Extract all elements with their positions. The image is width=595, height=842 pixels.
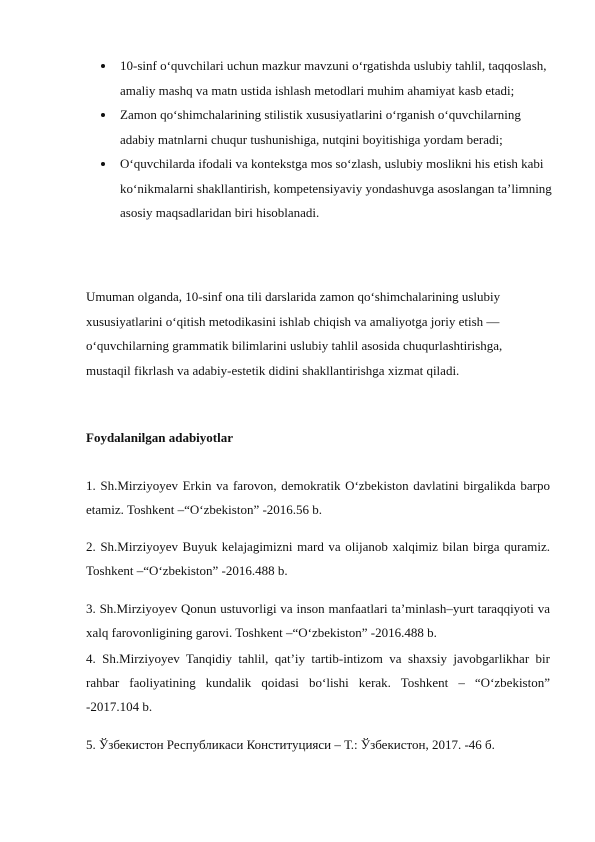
conclusion-bullet-list: [98, 54, 554, 226]
reference-item: 4. Sh.Mirziyoyev Tanqidiy tahlil, qat’iy tartib-intizom va shaxsiy javobgarlikhar bir rahbar faoliyatining kundalik qoidasi bo‘lishi kerak. Toshkent – “O‘zbekiston” -2017.104 b.: [86, 651, 550, 714]
bullet-text: O‘quvchilarda ifodali va kontekstga mos so‘zlash, uslubiy moslikni his etish kabi ko‘nikmalarni shakllantirish, kompetensiyaviy yondashuvga asoslangan ta’limning asosiy maqsadlaridan biri hisoblanadi.: [120, 156, 552, 220]
references-heading: Foydalanilgan adabiyotlar: [86, 430, 233, 445]
bullet-text: 10-sinf o‘quvchilari uchun mazkur mavzuni o‘rgatishda uslubiy tahlil, taqqoslash, amaliy mashq va matn ustida ishlash metodlari muhim ahamiyat kasb etadi;: [120, 58, 547, 98]
summary-paragraph: Umuman olganda, 10-sinf ona tili darslarida zamon qo‘shimchalarining uslubiy xususiyatlarini o‘qitish metodikasini ishlab chiqish va amaliyotga joriy etish — o‘quvchilarning grammatik bilimlarini uslubiy tahlil asosida chuqurlashtirishga, mustaqil fikrlash va adabiy-estetik didini shakllantirishga xizmat qiladi.: [86, 289, 503, 378]
bullet-dot-icon: [101, 162, 105, 166]
bullet-dot-icon: [101, 113, 105, 117]
bullet-text: Zamon qo‘shimchalarining stilistik xususiyatlarini o‘rganish o‘quvchilarning adabiy matnlarni chuqur tushunishiga, nutqini boyitishiga yordam beradi;: [120, 107, 521, 147]
reference-item: 3. Sh.Mirziyoyev Qonun ustuvorligi va inson manfaatlari ta’minlash–yurt taraqqiyoti va xalq farovonligining garovi. Toshkent –“O‘zbekiston” -2016.488 b.: [86, 601, 550, 640]
reference-item: 2. Sh.Mirziyoyev Buyuk kelajagimizni mard va olijanob xalqimiz bilan birga quramiz. Toshkent –“O‘zbekiston” -2016.488 b.: [86, 539, 550, 578]
bullet-item: [98, 152, 554, 226]
reference-item: 5. Ўзбекистон Республикаси Конституцияси – Т.: Ўзбекистон, 2017. -46 б.: [86, 737, 495, 752]
bullet-item: [98, 103, 554, 152]
bullet-item: [98, 54, 554, 103]
bullet-dot-icon: [101, 64, 105, 68]
reference-item: 1. Sh.Mirziyoyev Erkin va farovon, demokratik O‘zbekiston davlatini birgalikda barpo etamiz. Toshkent –“O‘zbekiston” -2016.56 b.: [86, 478, 550, 517]
